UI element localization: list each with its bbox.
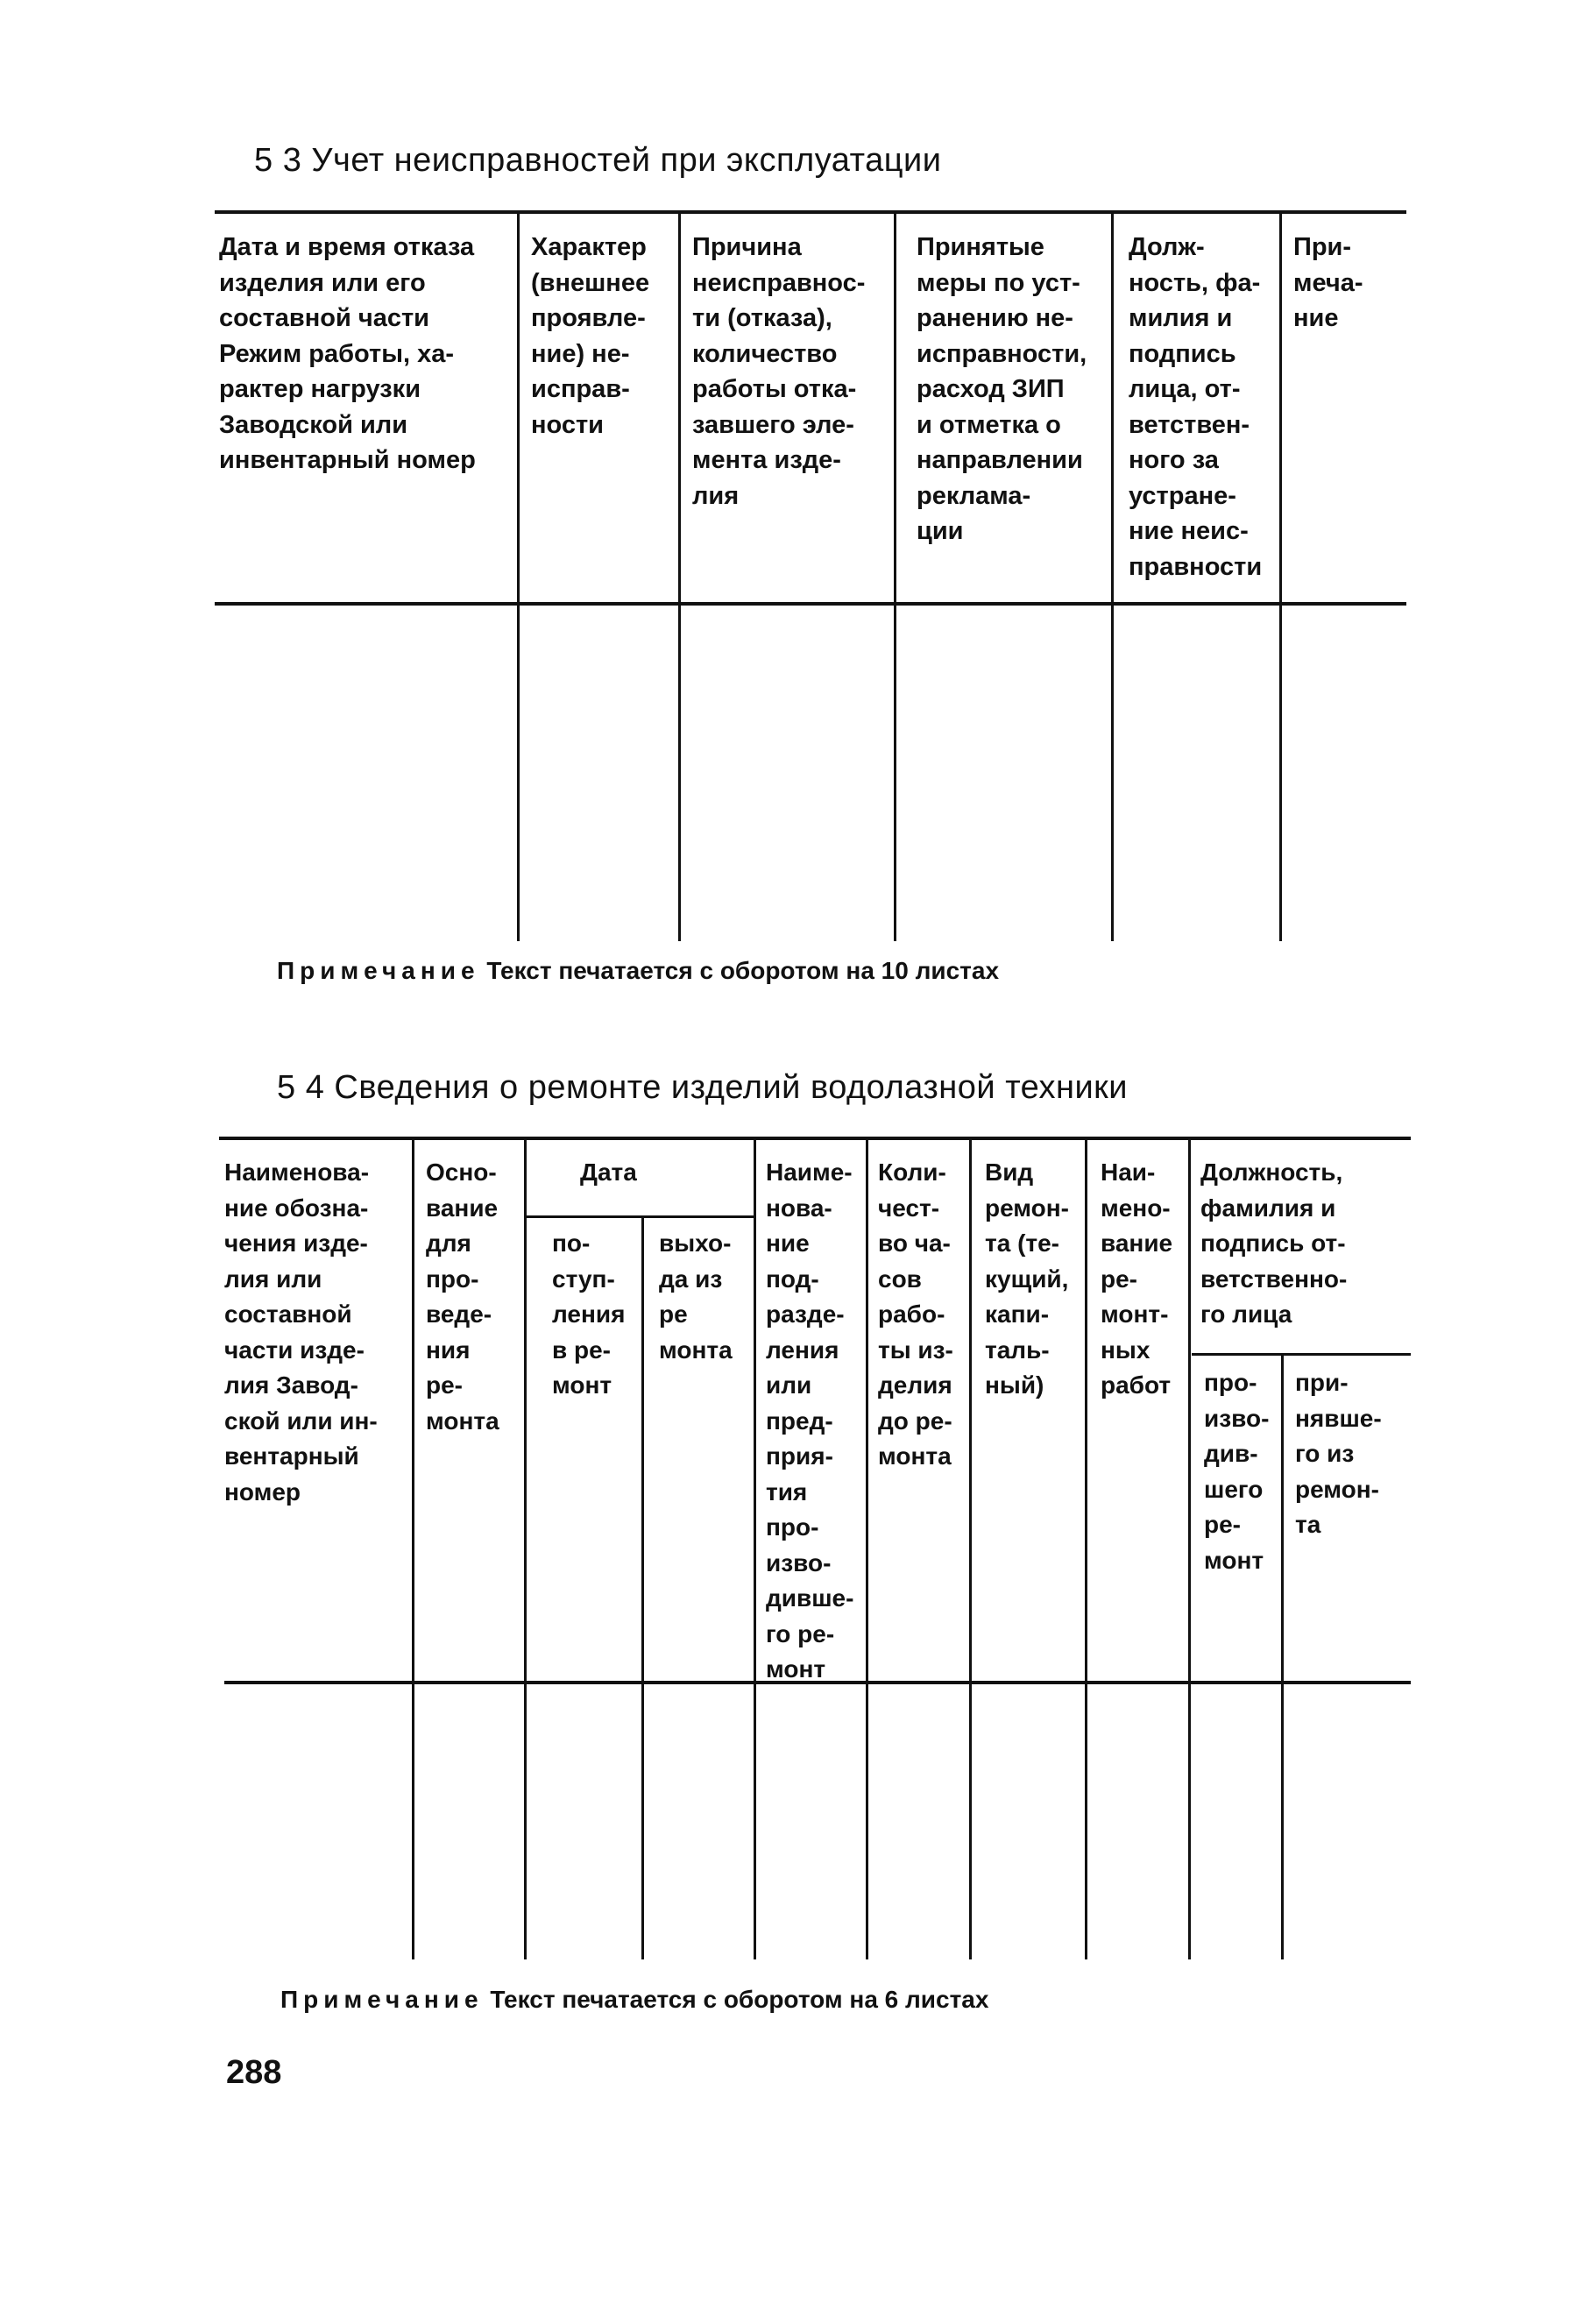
table-4-header-cell: Коли- чест- во ча- сов рабо- ты из- делия до ре- монта [878,1158,953,1470]
table-4-header-cell: Вид ремон- та (те- кущий, капи- таль- ный) [985,1158,1069,1399]
table-3-header-cell: Долж- ность, фа- милия и подпись лица, от- ветствен- ного за устране- ние неис- правности [1129,233,1263,581]
note-label: Примечание [280,1986,484,2013]
table-4-top-rule [219,1137,1411,1140]
table-4-header-cell: Наи- мено- вание ре- монт- ных работ [1101,1158,1173,1399]
table-4-header-cell: Наименова- ние обозна- чения изде- лия или составной части изде- лия Завод- ской или ин- вентарный номер [224,1158,378,1506]
table-4-col-divider [1188,1140,1191,1959]
table-4-header-cell: Должность, фамилия и подпись от- ветственно- го лица [1200,1158,1348,1328]
table-4-col-divider [1085,1140,1087,1959]
note-label: Примечание [277,957,480,984]
table-4-header-cell: выхо- да из ре монта [659,1229,733,1364]
table-3-header-cell: Причина неисправнос- ти (отказа), количество работы отка- завшего эле- мента изде- лия [692,233,866,510]
table-4-header-cell: при- нявше- го из ремон- та [1295,1369,1382,1538]
table-3-header-cell: Характер (внешнее проявле- ние) не- исправ- ности [531,233,650,439]
table-4-col-divider [754,1140,756,1959]
section-3-title: 5 3 Учет неисправностей при эксплуатации [254,142,942,179]
note-text: Текст печатается с оборотом на 6 листах [490,1986,989,2013]
table-3-top-rule [215,210,1406,214]
table-3-col-divider [894,214,896,941]
table-4-header-cell: по- ступ- ления в ре- монт [552,1229,626,1399]
table-3-col-divider [1111,214,1114,941]
table-3-header-cell: При- меча- ние [1293,233,1363,332]
section-4-title: 5 4 Сведения о ремонте изделий водолазной техники [277,1069,1129,1106]
table-3-header-cell: Дата и время отказа изделия или его составной части Режим работы, ха- рактер нагрузки Заводской или инвентарный номер [219,233,476,474]
page-number: 288 [226,2054,282,2091]
table-4-col-divider [641,1217,644,1959]
table-4-col-divider [412,1140,414,1959]
table-3-col-divider [678,214,681,941]
table-4-person-subrule [1192,1353,1411,1356]
table-4-col-divider [866,1140,868,1959]
table-4-header-cell: Дата [580,1158,637,1186]
table-4-col-divider [1281,1355,1284,1959]
note-text: Текст печатается с оборотом на 10 листах [486,957,1000,984]
table-3-header-cell: Принятые меры по уст- ранению не- исправности, расход ЗИП и отметка о направлении реклама- ции [917,233,1087,545]
table-3-col-divider [517,214,520,941]
table-4-note [280,1986,988,2014]
table-4-header-cell: Наиме- нова- ние под- разде- ления или пред- прия- тия про- изво- дивше- го ре- монт [766,1158,854,1683]
table-4-header-cell: Осно- вание для про- веде- ния ре- монта [426,1158,499,1435]
table-3-note [277,957,999,985]
table-4-date-subrule [526,1215,754,1218]
table-3-header-rule [215,602,1406,606]
table-3-col-divider [1279,214,1282,941]
table-4-col-divider [969,1140,972,1959]
table-4-col-divider [524,1140,527,1959]
table-4-header-cell: про- изво- див- шего ре- монт [1204,1369,1270,1574]
